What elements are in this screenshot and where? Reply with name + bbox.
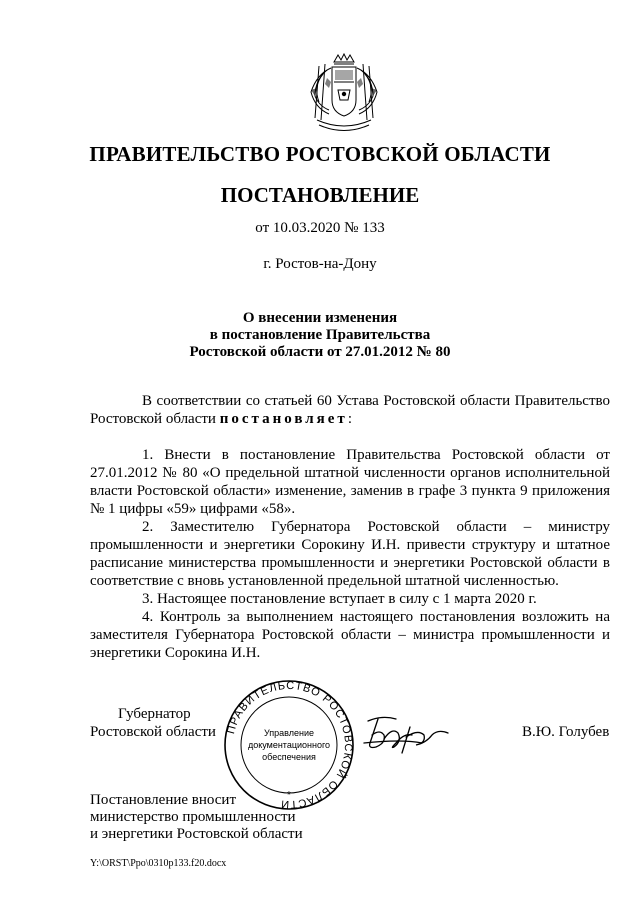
- document-city: г. Ростов-на-Дону: [263, 256, 377, 272]
- preamble-text: В соответствии со статьей 60 Устава Ростовской области Правительство Ростовской области: [90, 393, 610, 427]
- signatory-title: [90, 705, 216, 741]
- decree-items: [90, 446, 610, 662]
- introducer-block: [90, 792, 303, 843]
- decree-item-3: [90, 590, 610, 608]
- decree-item-4: [90, 608, 610, 662]
- document-title-line-1: О внесении изменения: [242, 310, 398, 326]
- decree-item-number: 1.: [142, 447, 154, 463]
- decree-item-text: Контроль за выполнением настоящего постановления возложить на заместителя Губернатора Ростовской области – министра промышленности и энергетики Сорокина И.Н.: [90, 609, 610, 661]
- document-title-line-2: в постановление Правительства: [209, 327, 431, 343]
- preamble-tail: :: [347, 411, 352, 427]
- signatory-name: В.Ю. Голубев: [522, 724, 610, 740]
- decree-item-2: [90, 518, 610, 590]
- coat-of-arms-icon: [305, 52, 383, 138]
- document-type: ПОСТАНОВЛЕНИЕ: [220, 183, 420, 207]
- decree-item-text: Настоящее постановление вступает в силу с 1 марта 2020 г.: [153, 591, 537, 607]
- signatory-title-line-1: Губернатор: [118, 706, 191, 722]
- government-name: ПРАВИТЕЛЬСТВО РОСТОВСКОЙ ОБЛАСТИ: [89, 142, 551, 166]
- seal-inner-line-3: обеспечения: [262, 752, 316, 762]
- preamble-decree-word: постановляет: [219, 411, 348, 427]
- decree-item-1: [90, 446, 610, 518]
- svg-text:*: *: [287, 790, 291, 801]
- decree-item-number: 4.: [142, 609, 154, 625]
- decree-item-number: 3.: [142, 591, 154, 607]
- document-title: [0, 310, 640, 361]
- document-title-line-3: Ростовской области от 27.01.2012 № 80: [189, 344, 451, 360]
- file-path: Y:\ORST\Ppo\0310p133.f20.docx: [90, 858, 227, 869]
- introducer-line-2: министерство промышленности: [90, 809, 296, 825]
- seal-outer-text: ПРАВИТЕЛЬСТВО РОСТОВСКОЙ ОБЛАСТИ: [225, 679, 355, 811]
- preamble-paragraph: [90, 392, 610, 428]
- handwritten-signature-icon: [362, 713, 454, 757]
- document-date-number: от 10.03.2020 № 133: [255, 220, 385, 236]
- introducer-line-1: Постановление вносит: [90, 792, 237, 808]
- seal-inner-line-1: Управление: [263, 728, 315, 738]
- introducer-line-3: и энергетики Ростовской области: [90, 826, 303, 842]
- signatory-title-line-2: Ростовской области: [90, 724, 216, 740]
- seal-inner-line-2: документационного: [247, 740, 331, 750]
- decree-item-number: 2.: [142, 519, 154, 535]
- decree-item-text: Заместителю Губернатора Ростовской области – министру промышленности и энергетики Сорокину И.Н. привести структуру и штатное расписание министерства промышленности и энергетики Ростовской области в соответствие с вновь установленной предельной штатной численностью.: [90, 519, 610, 589]
- decree-item-text: Внести в постановление Правительства Ростовской области от 27.01.2012 № 80 «О предельной штатной численности органов исполнительной власти Ростовской области» изменение, заменив в графе 3 пункта 9 приложения № 1 цифры «59» цифрами «58».: [90, 447, 610, 517]
